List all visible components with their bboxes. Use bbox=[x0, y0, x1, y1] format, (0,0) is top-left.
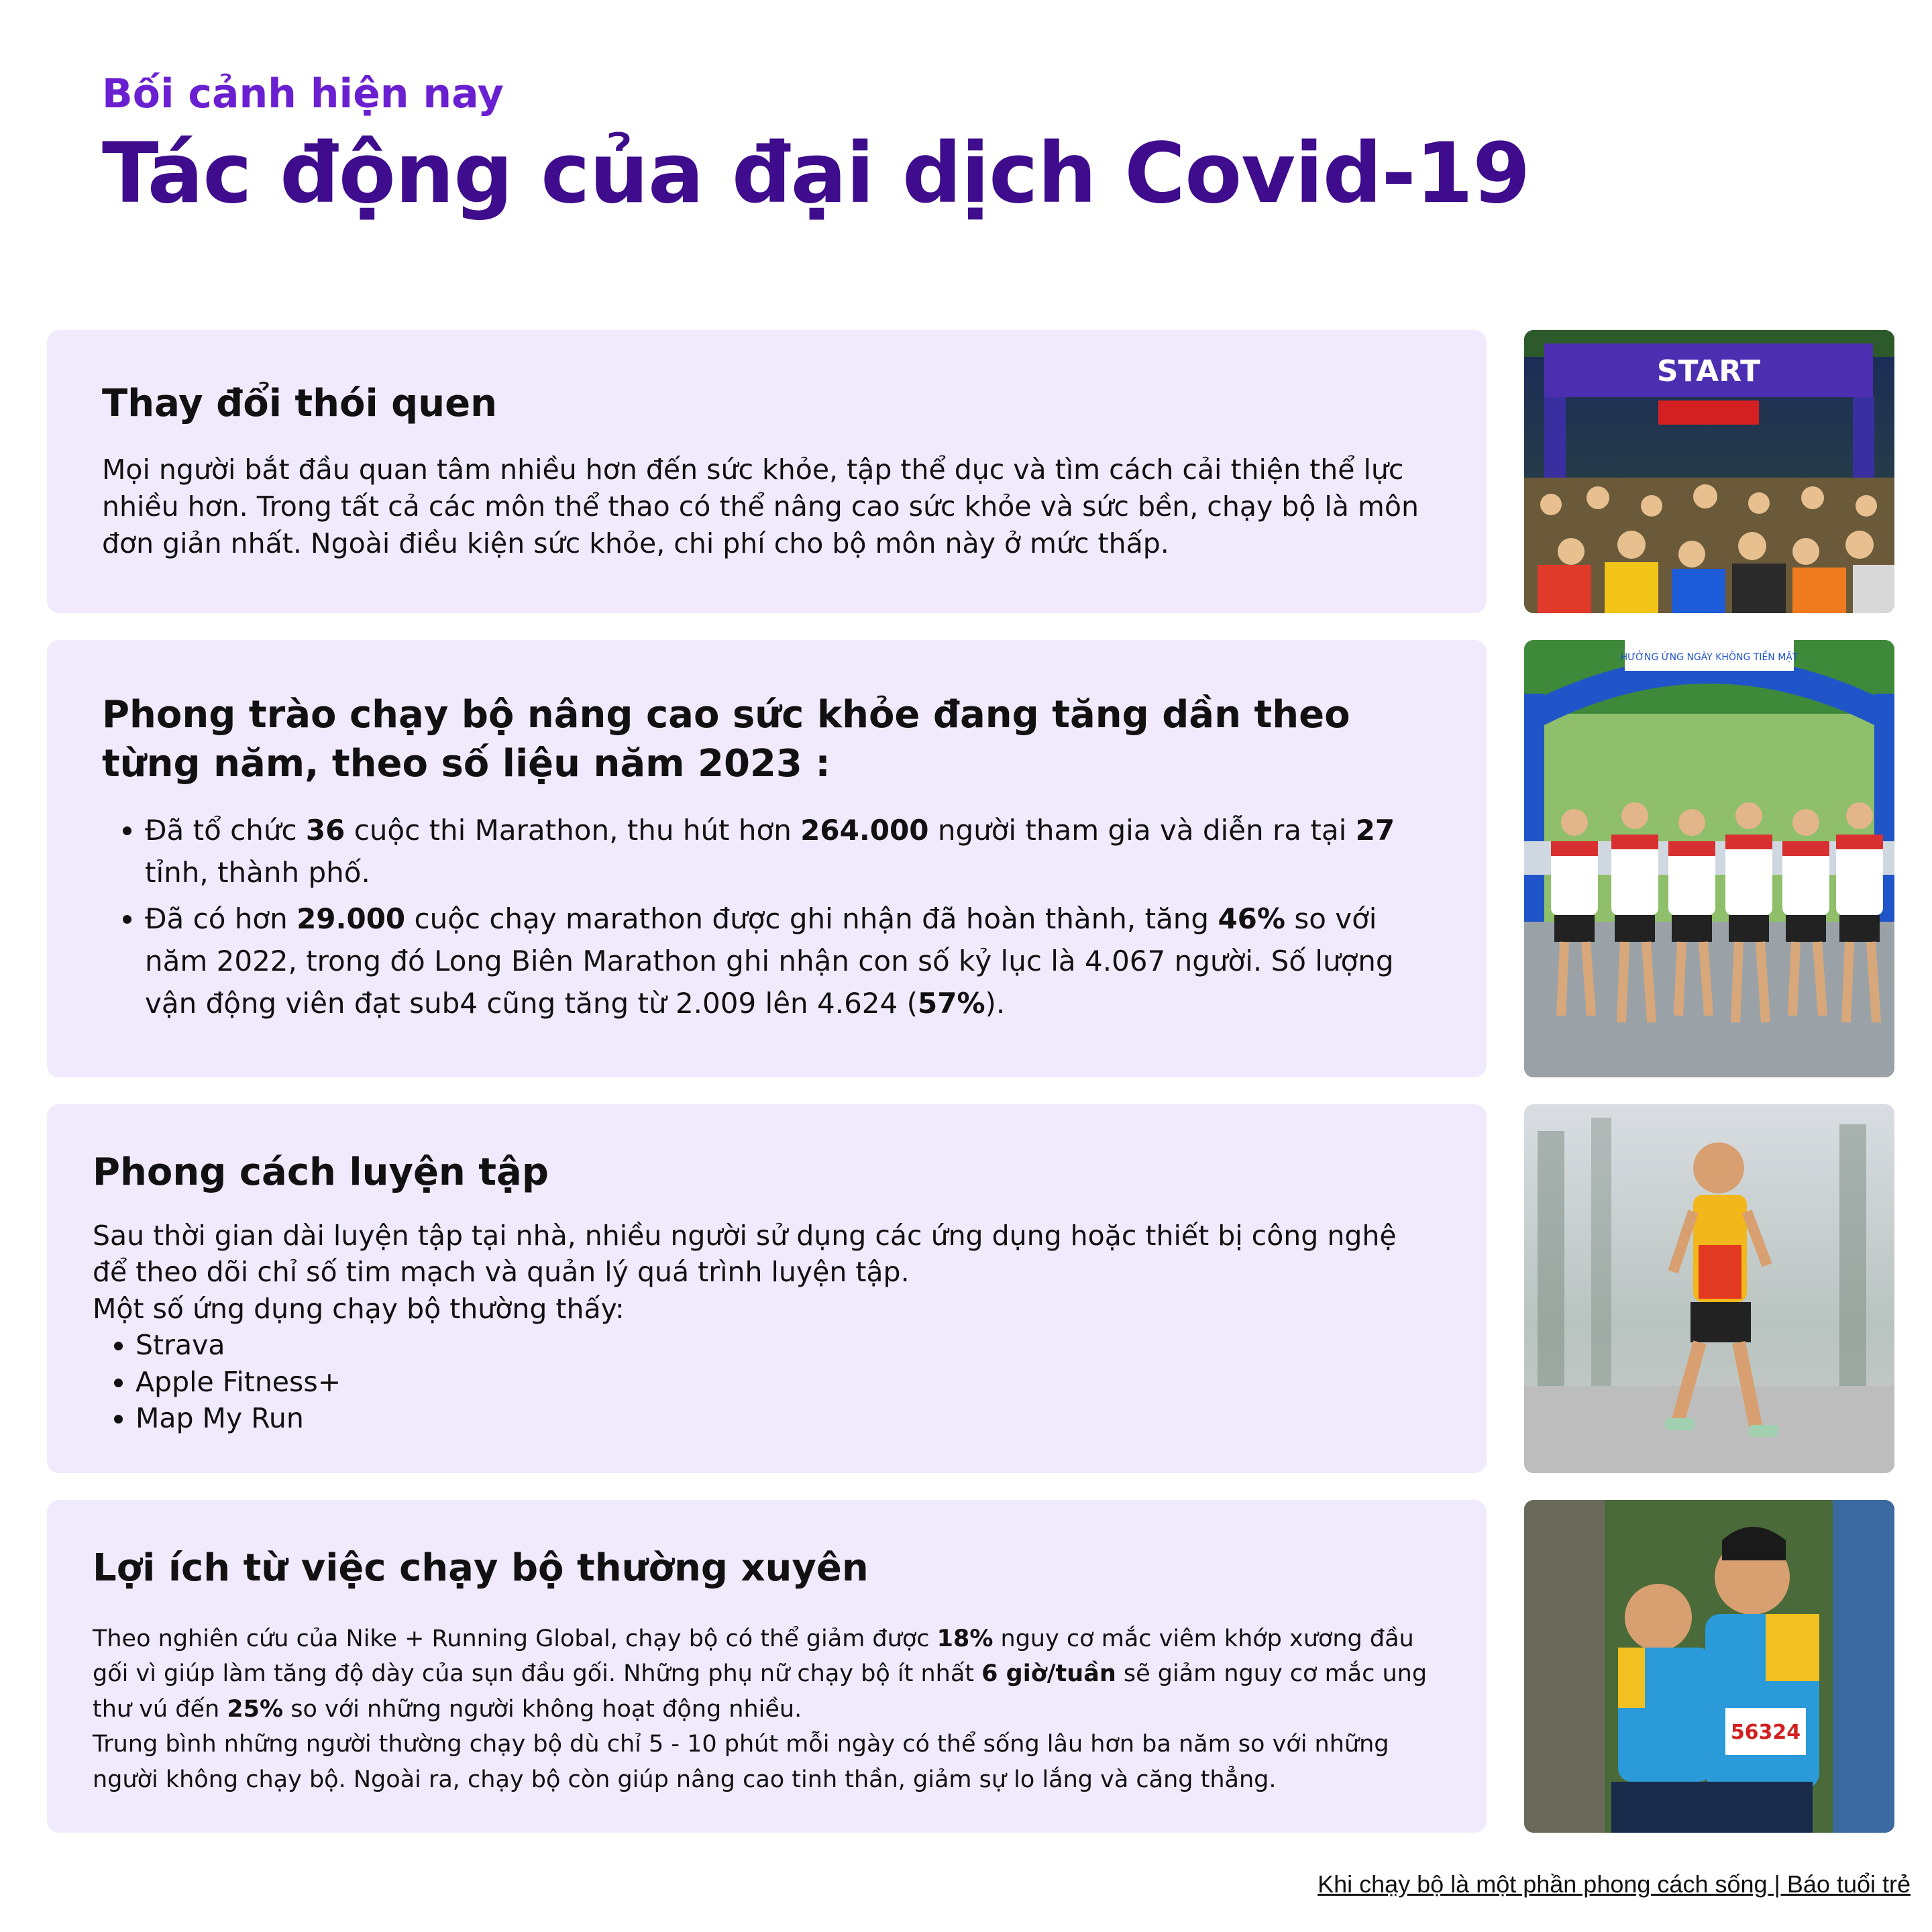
source-link[interactable]: Khi chạy bộ là một phần phong cách sống | Báo tuổi trẻ bbox=[1318, 1870, 1911, 1898]
list-item: • Đã tổ chức 36 cuộc thi Marathon, thu hút hơn 264.000 người tham gia và diễn ra tại 27 tỉnh, thành phố. bbox=[145, 809, 1426, 894]
card-heading: Thay đổi thói quen bbox=[102, 382, 497, 425]
page-title: Tác động của đại dịch Covid-19 bbox=[102, 125, 1530, 222]
list-item: • Map My Run bbox=[136, 1400, 1426, 1437]
card-heading: Phong trào chạy bộ nâng cao sức khỏe đang tăng dần theo từng năm, theo số liệu năm 2023 : bbox=[102, 693, 1350, 786]
card-habit-change bbox=[47, 330, 1487, 613]
marathon-start-image bbox=[1524, 330, 1894, 613]
stats-list bbox=[102, 809, 1426, 1024]
kicker: Bối cảnh hiện nay bbox=[102, 70, 504, 117]
card-body: Một số ứng dụng chạy bộ thường thấy: bbox=[93, 1292, 625, 1325]
card-body: Theo nghiên cứu của Nike + Running Global, chạy bộ có thể giảm được 18% nguy cơ mắc viêm khớp xương đầu gối vì giúp làm tăng độ dày của sụn đầu gối. Những phụ nữ chạy bộ ít nhất 6 giờ/tuần sẽ giảm nguy cơ mắc ung thư vú đến 25% so với những người không hoạt động nhiều. bbox=[93, 1625, 1428, 1723]
card-body: Mọi người bắt đầu quan tâm nhiều hơn đến sức khỏe, tập thể dục và tìm cách cải thiện thể lực nhiều hơn. Trong tất cả các môn thể thao có thể nâng cao sức khỏe và sức bền, chạy bộ là môn đơn giản nhất. Ngoài điều kiện sức khỏe, chi phí cho bộ môn này ở mức thấp. bbox=[102, 453, 1419, 559]
start-sign-text: START bbox=[1656, 354, 1761, 388]
single-runner-photo bbox=[1524, 1104, 1894, 1473]
card-body: Sau thời gian dài luyện tập tại nhà, nhiều người sử dụng các ứng dụng hoặc thiết bị công nghệ để theo dõi chỉ số tim mạch và quản lý quá trình luyện tập. bbox=[93, 1219, 1397, 1289]
apps-list bbox=[93, 1327, 1426, 1437]
two-runners-image bbox=[1524, 1500, 1894, 1833]
card-body: Trung bình những người thường chạy bộ dù chỉ 5 - 10 phút mỗi ngày có thể sống lâu hơn ba năm so với những người không chạy bộ. Ngoài ra, chạy bộ còn giúp nâng cao tinh thần, giảm sự lo lắng và căng thẳng. bbox=[93, 1731, 1389, 1793]
single-runner-image bbox=[1524, 1104, 1894, 1473]
runners-street-photo bbox=[1524, 640, 1894, 1077]
list-item: • Apple Fitness+ bbox=[136, 1364, 1426, 1401]
two-runners-photo bbox=[1524, 1500, 1894, 1833]
card-heading: Lợi ích từ việc chạy bộ thường xuyên bbox=[93, 1546, 869, 1590]
card-running-trend bbox=[47, 640, 1487, 1077]
marathon-start-photo bbox=[1524, 330, 1894, 613]
card-heading: Phong cách luyện tập bbox=[93, 1150, 549, 1194]
list-item: • Đã có hơn 29.000 cuộc chạy marathon được ghi nhận đã hoàn thành, tăng 46% so với năm 2022, trong đó Long Biên Marathon ghi nhận con số kỷ lục là 4.067 người. Số lượng vận động viên đạt sub4 cũng tăng từ 2.009 lên 4.624 (57%). bbox=[145, 898, 1426, 1024]
card-training-style bbox=[47, 1104, 1487, 1473]
runners-street-image bbox=[1524, 640, 1894, 1077]
banner-text: HƯỞNG ỨNG NGÀY KHÔNG TIỀN MẶT bbox=[1620, 652, 1799, 663]
list-item: • Strava bbox=[136, 1327, 1426, 1364]
card-running-benefits bbox=[47, 1500, 1487, 1833]
bib-number: 56324 bbox=[1730, 1721, 1801, 1744]
